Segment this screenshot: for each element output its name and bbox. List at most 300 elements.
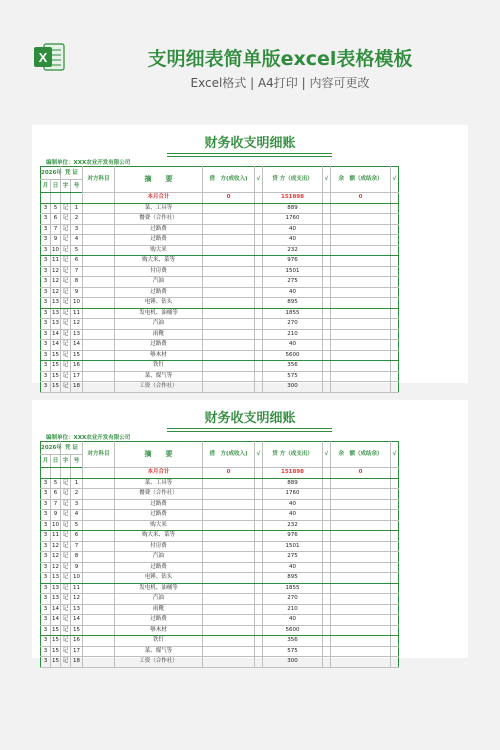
debit-cell <box>203 604 255 615</box>
check-cell <box>323 350 331 361</box>
word-cell: 记 <box>61 636 71 647</box>
number-cell: 11 <box>71 308 83 319</box>
credit-cell: 275 <box>263 277 323 288</box>
check-cell <box>391 604 399 615</box>
check-cell <box>255 329 263 340</box>
debit-cell <box>203 329 255 340</box>
total-credit: 151898 <box>263 468 323 479</box>
balance-cell <box>331 552 391 563</box>
total-row <box>41 468 461 479</box>
month-cell: 3 <box>41 214 51 225</box>
summary-cell: 过路费 <box>115 562 203 573</box>
debit-header: 借 方(成收入) <box>203 167 255 193</box>
month-cell: 3 <box>41 541 51 552</box>
number-cell: 14 <box>71 615 83 626</box>
debit-cell <box>203 573 255 584</box>
credit-cell: 300 <box>263 382 323 393</box>
balance-cell <box>331 510 391 521</box>
credit-cell: 270 <box>263 319 323 330</box>
summary-cell: 汽油 <box>115 594 203 605</box>
debit-cell <box>203 361 255 372</box>
check-cell <box>391 308 399 319</box>
number-cell: 17 <box>71 646 83 657</box>
table-row <box>41 308 461 319</box>
day-cell: 12 <box>51 562 61 573</box>
word-cell: 记 <box>61 615 71 626</box>
balance-cell <box>331 340 391 351</box>
check-cell <box>323 594 331 605</box>
check-cell <box>255 382 263 393</box>
check-cell <box>255 552 263 563</box>
table-row <box>41 615 461 626</box>
check-cell <box>391 245 399 256</box>
credit-header: 贷 方（成支出） <box>263 442 323 468</box>
account-cell <box>83 382 115 393</box>
day-cell: 15 <box>51 361 61 372</box>
summary-cell: 发电机、油桶等 <box>115 583 203 594</box>
summary-cell: 过路费 <box>115 340 203 351</box>
table-row <box>41 319 461 330</box>
balance-cell <box>331 562 391 573</box>
debit-cell <box>203 583 255 594</box>
account-header: 对方科目 <box>83 167 115 193</box>
check-cell <box>323 277 331 288</box>
check-cell <box>255 520 263 531</box>
number-cell: 5 <box>71 245 83 256</box>
credit-cell: 1501 <box>263 541 323 552</box>
word-cell: 记 <box>61 604 71 615</box>
word-cell: 记 <box>61 256 71 267</box>
balance-cell <box>331 287 391 298</box>
day-cell: 15 <box>51 625 61 636</box>
credit-cell: 356 <box>263 361 323 372</box>
check-cell <box>323 329 331 340</box>
day-cell: 14 <box>51 340 61 351</box>
summary-cell: 发电机、油桶等 <box>115 308 203 319</box>
check-cell <box>323 552 331 563</box>
check-cell <box>391 520 399 531</box>
month-cell: 3 <box>41 245 51 256</box>
table-row <box>41 520 461 531</box>
month-cell: 3 <box>41 520 51 531</box>
credit-cell: 889 <box>263 203 323 214</box>
summary-cell: 付房费 <box>115 541 203 552</box>
debit-cell <box>203 203 255 214</box>
empty-cell <box>71 468 83 479</box>
summary-cell: 过路费 <box>115 499 203 510</box>
number-cell: 1 <box>71 478 83 489</box>
balance-cell <box>331 256 391 267</box>
day-cell: 13 <box>51 308 61 319</box>
check-cell <box>323 531 331 542</box>
day-cell: 15 <box>51 646 61 657</box>
summary-cell: 购大米、菜等 <box>115 531 203 542</box>
day-header: 日 <box>51 180 61 193</box>
check-cell <box>391 319 399 330</box>
check-cell <box>255 625 263 636</box>
month-cell: 3 <box>41 277 51 288</box>
check-cell <box>255 308 263 319</box>
word-cell: 记 <box>61 214 71 225</box>
empty-cell <box>391 468 399 479</box>
balance-header: 余 额（成结余） <box>331 442 391 468</box>
check-cell <box>323 256 331 267</box>
check-cell <box>391 573 399 584</box>
check-cell <box>255 499 263 510</box>
table-row <box>41 636 461 647</box>
word-cell: 记 <box>61 531 71 542</box>
day-header: 日 <box>51 455 61 468</box>
table-row <box>41 245 461 256</box>
account-cell <box>83 235 115 246</box>
check-cell <box>323 657 331 668</box>
table-row <box>41 203 461 214</box>
check-cell <box>323 636 331 647</box>
debit-cell <box>203 382 255 393</box>
credit-cell: 40 <box>263 235 323 246</box>
check-cell <box>323 298 331 309</box>
balance-cell <box>331 625 391 636</box>
debit-cell <box>203 224 255 235</box>
debit-cell <box>203 636 255 647</box>
month-cell: 3 <box>41 625 51 636</box>
month-cell: 3 <box>41 340 51 351</box>
check-cell <box>391 541 399 552</box>
credit-cell: 232 <box>263 245 323 256</box>
empty-cell <box>51 193 61 204</box>
word-cell: 记 <box>61 594 71 605</box>
ledger-table <box>40 166 461 393</box>
word-cell: 记 <box>61 235 71 246</box>
summary-cell: 工资（合作社） <box>115 382 203 393</box>
debit-cell <box>203 520 255 531</box>
balance-cell <box>331 235 391 246</box>
summary-cell: 过路费 <box>115 615 203 626</box>
table-row <box>41 214 461 225</box>
day-cell: 9 <box>51 235 61 246</box>
word-cell: 记 <box>61 245 71 256</box>
word-cell: 记 <box>61 382 71 393</box>
ledger-title: 财务收支明细账 <box>204 136 296 151</box>
debit-cell <box>203 319 255 330</box>
table-row <box>41 499 461 510</box>
check-cell <box>323 361 331 372</box>
number-header: 号 <box>71 455 83 468</box>
account-cell <box>83 371 115 382</box>
day-cell: 12 <box>51 277 61 288</box>
check-cell <box>391 510 399 521</box>
check-cell <box>323 224 331 235</box>
summary-cell: 过路费 <box>115 224 203 235</box>
day-cell: 15 <box>51 636 61 647</box>
empty-cell <box>71 193 83 204</box>
summary-cell: 菜、煤气等 <box>115 646 203 657</box>
account-cell <box>83 203 115 214</box>
credit-cell: 40 <box>263 510 323 521</box>
debit-cell <box>203 298 255 309</box>
summary-cell: 电锤、钻头 <box>115 298 203 309</box>
check-cell <box>323 646 331 657</box>
summary-cell: 过路费 <box>115 235 203 246</box>
number-cell: 10 <box>71 298 83 309</box>
summary-cell: 购大米 <box>115 245 203 256</box>
empty-cell <box>61 193 71 204</box>
balance-cell <box>331 489 391 500</box>
day-cell: 5 <box>51 203 61 214</box>
word-header: 字 <box>61 455 71 468</box>
check-cell <box>391 214 399 225</box>
check-cell <box>391 478 399 489</box>
ledger-sheet-1 <box>32 125 468 390</box>
summary-cell: 铁钉 <box>115 636 203 647</box>
number-cell: 13 <box>71 604 83 615</box>
svg-text:X: X <box>38 50 48 65</box>
day-cell: 11 <box>51 531 61 542</box>
account-cell <box>83 489 115 500</box>
check-cell <box>255 245 263 256</box>
check-cell <box>255 277 263 288</box>
summary-cell: 餐费（合作社） <box>115 214 203 225</box>
empty-cell <box>61 468 71 479</box>
check-cell <box>323 489 331 500</box>
day-cell: 11 <box>51 256 61 267</box>
org-name: 编制单位：XXX农业开发有限公司 <box>46 435 131 441</box>
month-cell: 3 <box>41 499 51 510</box>
account-cell <box>83 266 115 277</box>
check-cell <box>255 235 263 246</box>
debit-cell <box>203 371 255 382</box>
number-cell: 18 <box>71 382 83 393</box>
word-cell: 记 <box>61 298 71 309</box>
check-cell <box>391 224 399 235</box>
check-header: √ <box>391 442 399 468</box>
check-cell <box>391 552 399 563</box>
day-cell: 9 <box>51 510 61 521</box>
summary-cell: 购大米 <box>115 520 203 531</box>
table-row <box>41 361 461 372</box>
check-cell <box>323 340 331 351</box>
check-cell <box>255 615 263 626</box>
month-cell: 3 <box>41 235 51 246</box>
table-row <box>41 382 461 393</box>
account-cell <box>83 214 115 225</box>
empty-cell <box>323 468 331 479</box>
month-cell: 3 <box>41 382 51 393</box>
check-cell <box>323 203 331 214</box>
credit-cell: 300 <box>263 657 323 668</box>
word-header: 字 <box>61 180 71 193</box>
title-underline <box>167 156 332 157</box>
debit-header: 借 方(成收入) <box>203 442 255 468</box>
word-cell: 记 <box>61 287 71 298</box>
balance-cell <box>331 298 391 309</box>
summary-cell: 汽油 <box>115 319 203 330</box>
number-cell: 7 <box>71 541 83 552</box>
table-row <box>41 489 461 500</box>
check-cell <box>255 287 263 298</box>
empty-cell <box>41 193 51 204</box>
month-cell: 3 <box>41 203 51 214</box>
empty-cell <box>323 193 331 204</box>
account-cell <box>83 361 115 372</box>
check-cell <box>391 340 399 351</box>
word-cell: 记 <box>61 583 71 594</box>
check-cell <box>323 266 331 277</box>
check-cell <box>255 510 263 521</box>
balance-cell <box>331 266 391 277</box>
debit-cell <box>203 541 255 552</box>
check-cell <box>255 361 263 372</box>
account-cell <box>83 340 115 351</box>
account-cell <box>83 520 115 531</box>
credit-cell: 40 <box>263 562 323 573</box>
check-cell <box>391 646 399 657</box>
account-cell <box>83 277 115 288</box>
check-cell <box>323 478 331 489</box>
check-cell <box>255 604 263 615</box>
credit-cell: 5600 <box>263 625 323 636</box>
account-cell <box>83 646 115 657</box>
number-cell: 15 <box>71 350 83 361</box>
word-cell: 记 <box>61 573 71 584</box>
account-cell <box>83 531 115 542</box>
check-cell <box>255 203 263 214</box>
check-cell <box>323 520 331 531</box>
month-cell: 3 <box>41 510 51 521</box>
word-cell: 记 <box>61 266 71 277</box>
balance-cell <box>331 382 391 393</box>
day-cell: 7 <box>51 499 61 510</box>
table-row <box>41 541 461 552</box>
check-cell <box>391 266 399 277</box>
balance-cell <box>331 573 391 584</box>
day-cell: 15 <box>51 371 61 382</box>
page-title: 支明细表简单版excel表格模板 <box>147 48 413 70</box>
account-cell <box>83 573 115 584</box>
number-cell: 17 <box>71 371 83 382</box>
credit-cell: 40 <box>263 340 323 351</box>
balance-cell <box>331 520 391 531</box>
number-cell: 11 <box>71 583 83 594</box>
word-cell: 记 <box>61 203 71 214</box>
summary-cell: 过路费 <box>115 287 203 298</box>
account-cell <box>83 562 115 573</box>
account-cell <box>83 583 115 594</box>
word-cell: 记 <box>61 478 71 489</box>
day-cell: 12 <box>51 287 61 298</box>
number-header: 号 <box>71 180 83 193</box>
total-label: 本月合计 <box>115 193 203 204</box>
check-cell <box>391 203 399 214</box>
day-cell: 12 <box>51 266 61 277</box>
balance-cell <box>331 308 391 319</box>
empty-cell <box>41 468 51 479</box>
balance-cell <box>331 594 391 605</box>
debit-cell <box>203 235 255 246</box>
check-cell <box>391 361 399 372</box>
credit-cell: 232 <box>263 520 323 531</box>
empty-cell <box>391 193 399 204</box>
account-cell <box>83 329 115 340</box>
table-row <box>41 625 461 636</box>
account-cell <box>83 615 115 626</box>
number-cell: 3 <box>71 499 83 510</box>
number-cell: 14 <box>71 340 83 351</box>
debit-cell <box>203 657 255 668</box>
balance-cell <box>331 329 391 340</box>
summary-cell: 餐费（合作社） <box>115 489 203 500</box>
year-header: 2026年 <box>41 167 61 180</box>
check-cell <box>255 636 263 647</box>
credit-cell: 889 <box>263 478 323 489</box>
table-row <box>41 287 461 298</box>
day-cell: 15 <box>51 350 61 361</box>
header <box>0 0 500 110</box>
table-row <box>41 235 461 246</box>
month-cell: 3 <box>41 562 51 573</box>
balance-cell <box>331 361 391 372</box>
check-cell <box>391 499 399 510</box>
org-name: 编制单位：XXX农业开发有限公司 <box>46 160 131 166</box>
check-cell <box>323 499 331 510</box>
summary-cell: 电锤、钻头 <box>115 573 203 584</box>
check-cell <box>255 224 263 235</box>
check-cell <box>255 573 263 584</box>
debit-cell <box>203 594 255 605</box>
balance-cell <box>331 214 391 225</box>
check-cell <box>391 329 399 340</box>
check-cell <box>255 340 263 351</box>
title-underline <box>167 153 332 154</box>
year-header: 2026年 <box>41 442 61 455</box>
table-row <box>41 256 461 267</box>
month-cell: 3 <box>41 298 51 309</box>
table-row <box>41 604 461 615</box>
day-cell: 6 <box>51 214 61 225</box>
total-label: 本月合计 <box>115 468 203 479</box>
credit-cell: 270 <box>263 594 323 605</box>
month-cell: 3 <box>41 657 51 668</box>
balance-cell <box>331 277 391 288</box>
balance-cell <box>331 657 391 668</box>
title-underline <box>167 431 332 432</box>
check-cell <box>391 615 399 626</box>
month-header: 月 <box>41 455 51 468</box>
table-row <box>41 277 461 288</box>
check-cell <box>255 646 263 657</box>
word-cell: 记 <box>61 361 71 372</box>
word-cell: 记 <box>61 224 71 235</box>
word-cell: 记 <box>61 646 71 657</box>
debit-cell <box>203 478 255 489</box>
debit-cell <box>203 308 255 319</box>
number-cell: 15 <box>71 625 83 636</box>
day-cell: 12 <box>51 552 61 563</box>
empty-cell <box>51 468 61 479</box>
check-cell <box>323 245 331 256</box>
word-cell: 记 <box>61 657 71 668</box>
table-row <box>41 478 461 489</box>
credit-cell: 275 <box>263 552 323 563</box>
check-cell <box>255 489 263 500</box>
day-cell: 15 <box>51 382 61 393</box>
voucher-header: 凭 证 <box>61 442 83 455</box>
word-cell: 记 <box>61 340 71 351</box>
check-cell <box>391 594 399 605</box>
month-cell: 3 <box>41 224 51 235</box>
balance-cell <box>331 350 391 361</box>
month-cell: 3 <box>41 266 51 277</box>
